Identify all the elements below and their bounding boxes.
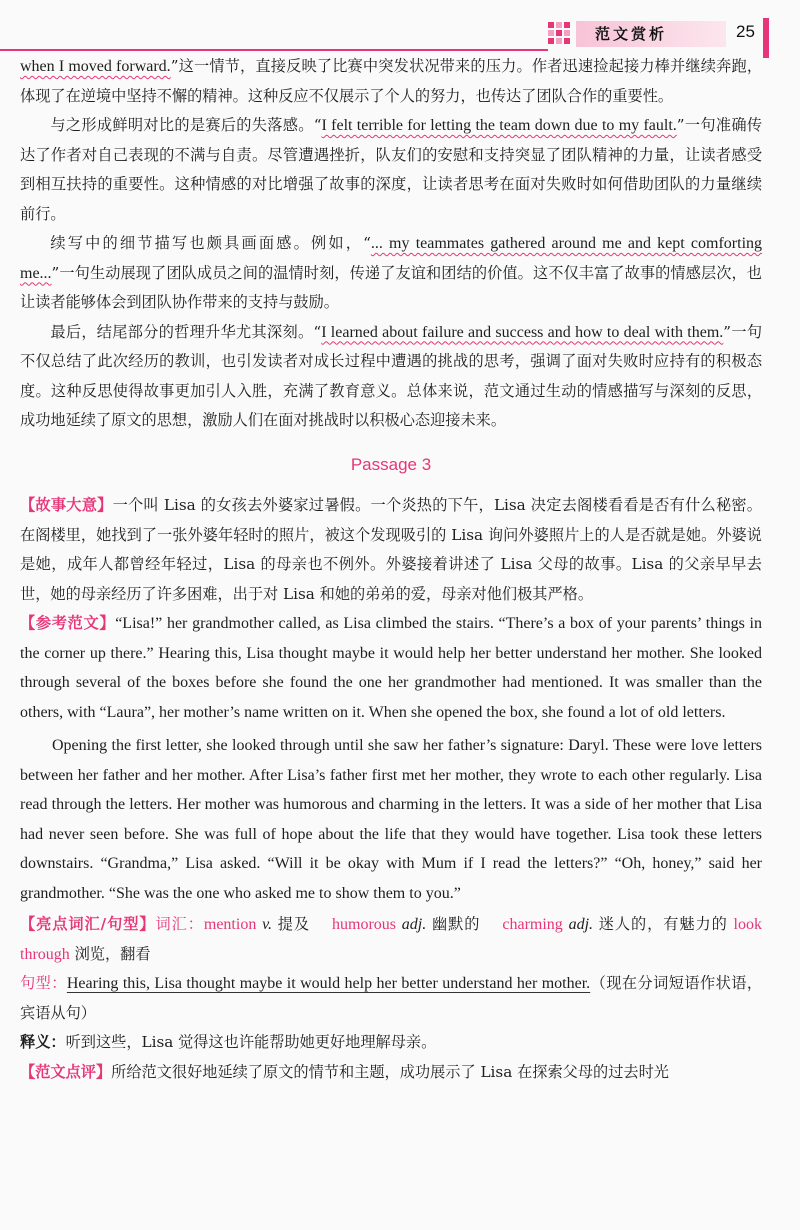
story-summary (20, 491, 762, 609)
explanation-text: 听到这些，Lisa 觉得这也许能帮助她更好地理解母亲。 (65, 1033, 437, 1051)
vocab-label: 词汇： (155, 915, 204, 933)
vocab-pos: v. (262, 916, 272, 933)
passage-title: Passage 3 (350, 454, 432, 474)
vocab-meaning: 浏览，翻看 (74, 944, 151, 963)
sentence-underlined: Hearing this, Lisa thought maybe it would help her better understand her mother. (66, 975, 591, 992)
comment-label: 【范文点评】 (20, 1062, 112, 1081)
sentence-note: （现在分词短语作状语，宾语从句） (20, 974, 763, 1022)
paragraph-text: 续写中的细节描写也颇具画面感。例如，“ (50, 234, 371, 252)
vocab-word: charming (502, 916, 563, 933)
quote-underlined: when I moved forward. (20, 58, 171, 75)
analysis-paragraph-4 (20, 318, 762, 436)
vocab-word: mention (203, 916, 257, 933)
comment-text: 所给范文很好地延续了原文的情节和主题，成功展示了 Lisa 在探索父母的过去时光 (111, 1062, 669, 1081)
paragraph-text: ”一句不仅总结了此次经历的教训，也引发读者对成长过程中遭遇的挑战的思考，强调了面对失败时应持有的积极态度。这种反思使得故事更加引人入胜，充满了教育意义。总体来说，范文通过生动的情感描写与深刻的反思，成功地延续了原文的思想，激励人们在面对挑战时以积极心态迎接未来。 (20, 322, 763, 429)
page-content (20, 52, 762, 1087)
analysis-paragraph-1 (20, 52, 762, 111)
sentence-label: 句型： (20, 974, 67, 992)
paragraph-text: ”一句准确传达了作者对自己表现的不满与自责。尽管遭遇挫折，队友们的安慰和支持突显了团队精神的力量，让读者感受到相互扶持的重要性。这种情感的对比增强了故事的深度，让读者思考在面对失败时如何借助团队的力量继续前行。 (20, 116, 763, 223)
quote-underlined: I felt terrible for letting the team down due to my fault. (321, 117, 677, 134)
model-text: “Lisa!” her grandmother called, as Lisa climbed the stairs. “There’s a box of your parents’ things in the corner up there.” Hearing this, Lisa thought maybe it would help her better understand her mother. She looked through several of the boxes before she found the one her grandmother had mentioned. It was smaller than the others, with “Laura”, her mother’s name written on it. When she opened the box, she found a lot of old letters. (20, 615, 762, 721)
paragraph-text: ”这一情节，直接反映了比赛中突发状况带来的压力。作者迅速捡起接力棒并继续奔跑，体现了在逆境中坚持不懈的精神。这种反应不仅展示了个人的努力，也传达了团队合作的重要性。 (20, 57, 763, 105)
paragraph-text: 与之形成鲜明对比的是赛后的失落感。“ (50, 116, 322, 134)
vocab-word: look through (20, 916, 762, 963)
paragraph-text: ”一句生动展现了团队成员之间的温情时刻，传递了友谊和团结的价值。这不仅丰富了故事的情感层次，也让读者能够体会到团队协作带来的支持与鼓励。 (20, 263, 762, 311)
vocab-meaning: 迷人的，有魅力的 (598, 915, 728, 933)
model-label: 【参考范文】 (20, 614, 116, 632)
header-grid-icon (548, 22, 570, 44)
model-essay-paragraph-1 (20, 609, 762, 727)
model-essay-paragraph-2 (20, 731, 762, 908)
header-side-bar (763, 18, 769, 58)
explanation (20, 1028, 762, 1058)
quote-underlined: ... my teammates gathered around me and kept comforting me... (20, 235, 763, 282)
highlights-vocab (20, 910, 762, 969)
analysis-paragraph-2 (20, 111, 762, 229)
story-text: 一个叫 Lisa 的女孩去外婆家过暑假。一个炎热的下午，Lisa 决定去阁楼看看是否有什么秘密。在阁楼里，她找到了一张外婆年轻时的照片，被这个发现吸引的 Lisa 询问外婆照片上的人是否就是她。外婆说是她，成年人都曾经年轻过，Lisa 的母亲也不例外。外婆接着讲述了 Lisa 父母的故事。Lisa 的父亲早早去世，她的母亲经历了许多困难，出于对 Lisa 和她的弟弟的爱，母亲对他们极其严格。 (20, 496, 762, 603)
page-number: 25 (736, 22, 755, 41)
explanation-label: 释义： (20, 1033, 66, 1051)
vocab-meaning: 提及 (277, 915, 311, 933)
vocab-pos: adj. (568, 916, 594, 933)
analysis-paragraph-3 (20, 229, 762, 318)
model-comment (20, 1058, 762, 1088)
section-title: 范文赏析 (595, 25, 668, 43)
paragraph-text: 最后，结尾部分的哲理升华尤其深刻。“ (50, 322, 322, 341)
vocab-word: humorous (332, 916, 397, 933)
highlights-sentence (20, 969, 762, 1028)
vocab-pos: adj. (401, 916, 427, 933)
story-label: 【故事大意】 (20, 496, 113, 514)
page-header (0, 18, 800, 52)
vocab-meaning: 幽默的 (432, 915, 481, 933)
highlights-label: 【亮点词汇/句型】 (20, 915, 156, 933)
header-rule (0, 49, 548, 51)
quote-underlined: I learned about failure and success and how to deal with them. (321, 323, 724, 341)
model-text: Opening the first letter, she looked through until she saw her father’s signature: Daryl. These were love letters between her father and her mother. After Lisa’s father first met her mother, they wrote to each other regularly. Lisa read through the letters. Her mother was humorous and charming in the letters. It was a side of her mother that Lisa had never seen before. She was full of hope about the life that they would have together. Lisa took these letters downstairs. “Grandma,” Lisa asked. “Will it be okay with Mum if I read the letters?” “Oh, honey,” said her grandmother. “She was the one who asked me to show them to you.” (20, 737, 762, 902)
